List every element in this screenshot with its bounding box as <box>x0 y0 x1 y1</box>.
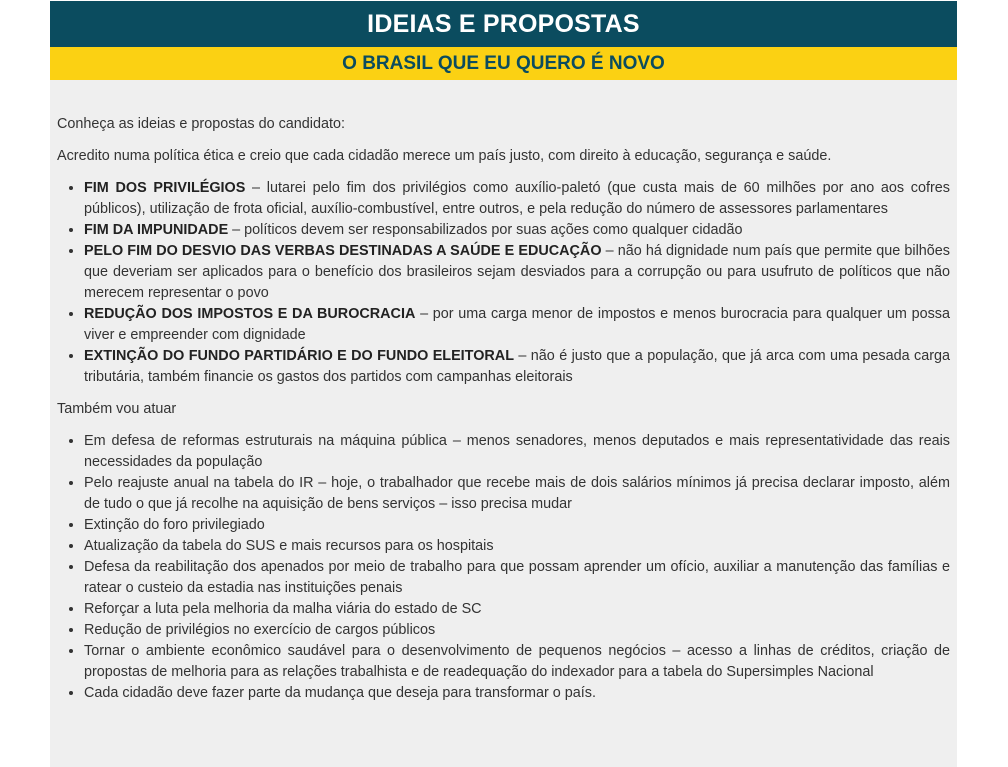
statement-text: Acredito numa política ética e creio que cada cidadão merece um país justo, com direito à educação, segurança e saúde. <box>57 148 832 164</box>
proposal-item <box>84 241 950 304</box>
proposal-title: EXTINÇÃO DO FUNDO PARTIDÁRIO E DO FUNDO ELEITORAL <box>84 348 514 364</box>
proposal-item <box>84 178 950 220</box>
proposal-text: – não é justo que a população, que já arca com uma pesada carga tributária, também financie os gastos dos partidos com campanhas eleitorais <box>84 348 950 385</box>
proposal-title: FIM DOS PRIVILÉGIOS <box>84 180 246 196</box>
proposals-list <box>57 178 950 388</box>
action-item: • Redução de privilégios no exercício de cargos públicos <box>84 620 950 641</box>
also-act-label: Também vou atuar <box>57 401 177 417</box>
page-subtitle: O BRASIL QUE EU QUERO É NOVO <box>50 47 957 80</box>
action-item: • Cada cidadão deve fazer parte da mudança que deseja para transformar o país. <box>84 683 950 704</box>
action-item: • Tornar o ambiente econômico saudável para o desenvolvimento de pequenos negócios – acesso a linhas de créditos, criação de propostas de melhoria para as relações trabalhista e de readequação do indexador para a tabela do Supersimples Nacional <box>84 641 950 683</box>
proposal-title: REDUÇÃO DOS IMPOSTOS E DA BUROCRACIA <box>84 306 416 322</box>
intro-text: Conheça as ideias e propostas do candidato: <box>57 116 346 132</box>
action-item: • Reforçar a luta pela melhoria da malha viária do estado de SC <box>84 599 950 620</box>
actions-list <box>57 431 950 704</box>
action-item: • Defesa da reabilitação dos apenados por meio de trabalho para que possam aprender um ofício, auxiliar a manutenção das famílias e ratear o custeio da estadia nas instituições penais <box>84 557 950 599</box>
page-title: IDEIAS E PROPOSTAS <box>50 1 957 47</box>
proposal-text: – lutarei pelo fim dos privilégios como auxílio-paletó (que custa mais de 60 milhões por ano aos cofres públicos), utilização de frota oficial, auxílio-combustível, entre outros, e pela redução do número de assessores parlamentares <box>84 180 950 217</box>
action-item: • Atualização da tabela do SUS e mais recursos para os hospitais <box>84 536 950 557</box>
proposal-text: – por uma carga menor de impostos e menos burocracia para qualquer um possa viver e empreender com dignidade <box>84 306 950 343</box>
proposal-title: FIM DA IMPUNIDADE <box>84 222 229 238</box>
proposals-panel <box>50 1 957 767</box>
action-item: • Pelo reajuste anual na tabela do IR – hoje, o trabalhador que recebe mais de dois salários mínimos já precisa declarar imposto, além de tudo o que já recolhe na aquisição de bens serviços – isso precisa mudar <box>84 473 950 515</box>
proposal-item <box>84 220 950 241</box>
proposal-text: – políticos devem ser responsabilizados por suas ações como qualquer cidadão <box>228 222 743 238</box>
proposal-text: – não há dignidade num país que permite que bilhões que deveriam ser aplicados para o benefício dos brasileiros sejam desviados para a corrupção ou para usufruto de políticos que não merecem representar o povo <box>84 243 950 301</box>
proposal-item <box>84 304 950 346</box>
proposal-title: PELO FIM DO DESVIO DAS VERBAS DESTINADAS A SAÚDE E EDUCAÇÃO <box>84 243 602 259</box>
proposal-item <box>84 346 950 388</box>
action-item: • Em defesa de reformas estruturais na máquina pública – menos senadores, menos deputados e mais representatividade das reais necessidades da população <box>84 431 950 473</box>
action-item: • Extinção do foro privilegiado <box>84 515 950 536</box>
proposals-content <box>50 80 957 704</box>
